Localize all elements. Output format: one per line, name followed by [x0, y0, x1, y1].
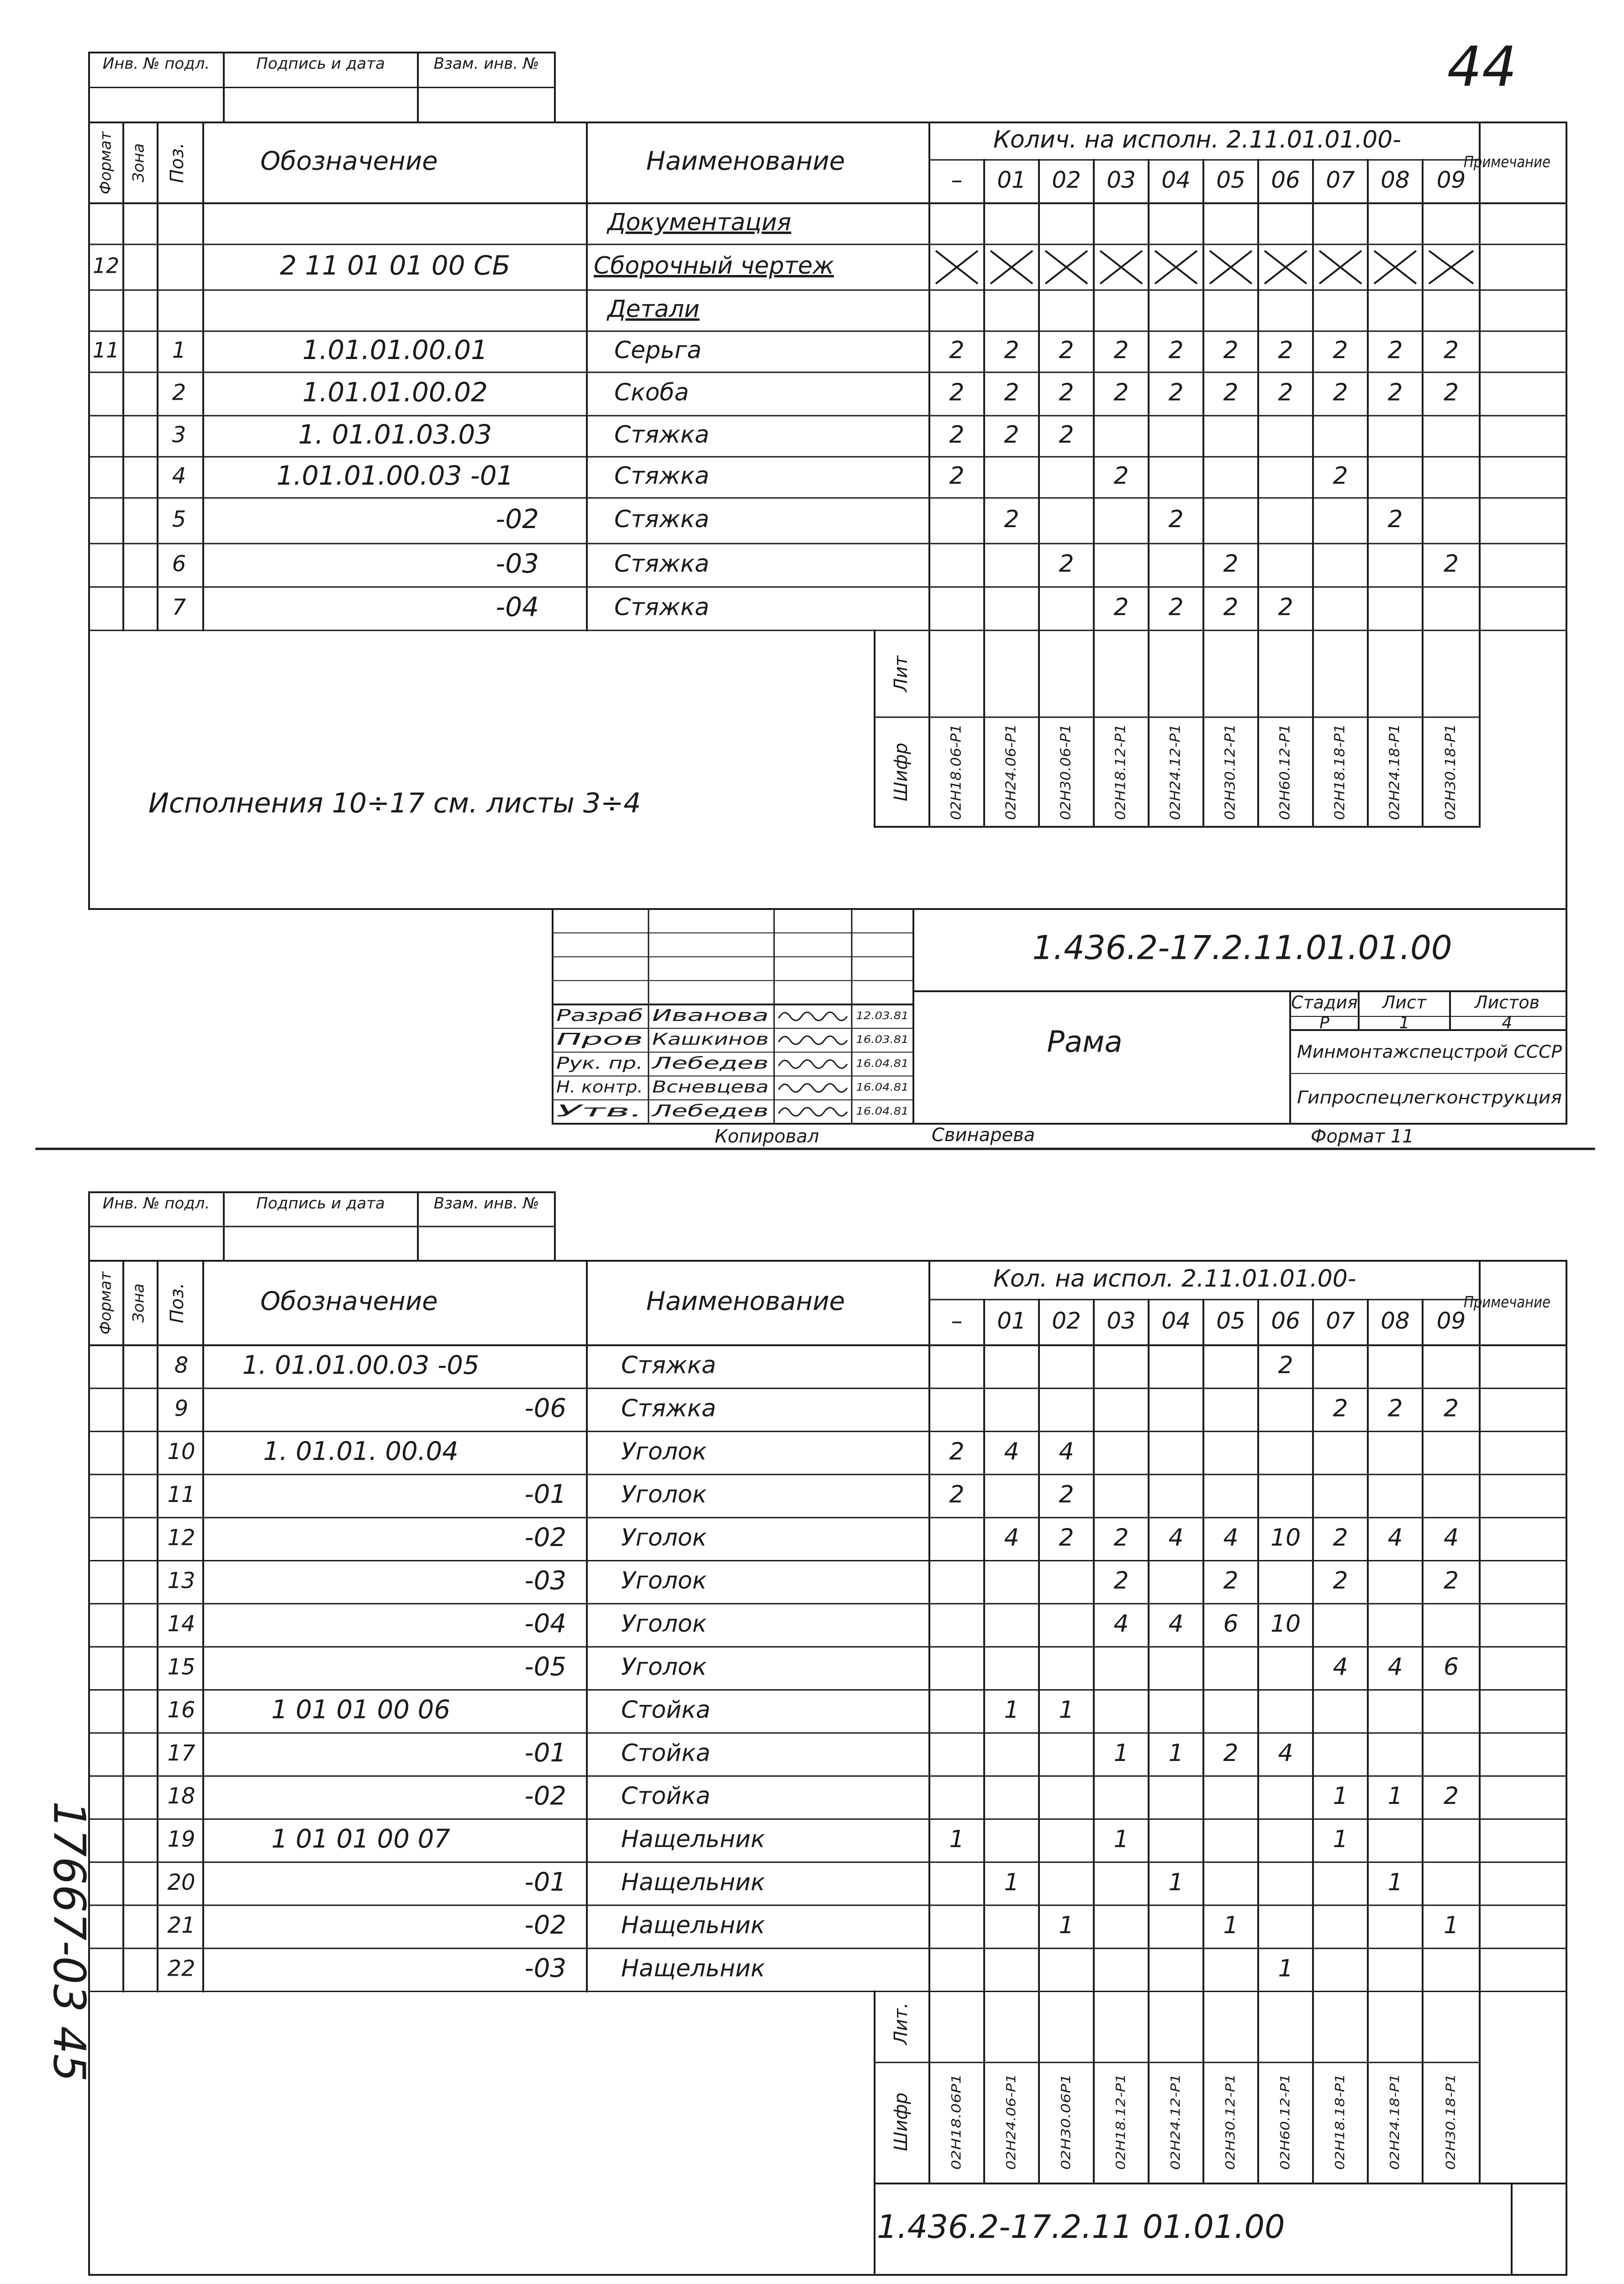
cell-format: 11 [92, 338, 120, 363]
cross-mark [1374, 251, 1416, 284]
cell-name: Скоба [614, 379, 689, 407]
header-variant: 06 [1271, 1307, 1300, 1334]
cell-name: Стяжка [614, 593, 709, 621]
org-name: Минмонтажспецстрой СССР [1297, 1042, 1562, 1062]
cell-qty: 6 [1443, 1653, 1459, 1681]
cell-qty: 2 [1059, 550, 1074, 578]
sheet-label: Лист [1382, 992, 1427, 1013]
cipher-code: 02Н60.12-Р1 [1277, 731, 1293, 820]
cipher-code: 02Н30.12-Р1 [1223, 2087, 1238, 2170]
signature [779, 1108, 847, 1116]
cell-qty: 2 [1113, 462, 1129, 490]
cell-qty: 1 [1113, 1739, 1129, 1767]
stamp-inv-label: Инв. № подл. [102, 1194, 210, 1213]
cross-mark [1429, 251, 1473, 284]
cell-name: Нащельник [621, 1955, 765, 1983]
header-zone: Зона [129, 1283, 148, 1323]
signer-role: Утв. [556, 1101, 643, 1121]
header-variant: 02 [1052, 1307, 1081, 1334]
cell-qty: 2 [1168, 593, 1184, 621]
cross-mark [1210, 251, 1252, 284]
copied-by: Свинарева [932, 1125, 1035, 1146]
cell-qty: 2 [1223, 379, 1239, 407]
cross-mark [1155, 251, 1197, 284]
cell-qty: 2 [1333, 1567, 1348, 1595]
signature [779, 1084, 847, 1092]
doc-number: 1.436.2-17.2.11 01.01.00 [877, 2208, 1285, 2246]
signed-date: 16.04.81 [856, 1058, 909, 1070]
cell-qty: 1 [1333, 1825, 1348, 1853]
stamp-signature-label: Подпись и дата [256, 1194, 385, 1213]
cell-qty: 2 [1278, 337, 1293, 364]
cell-pos: 14 [167, 1611, 195, 1637]
cell-qty: 2 [1059, 421, 1074, 449]
cross-mark [1319, 251, 1361, 284]
signature [779, 1012, 847, 1020]
cell-qty: 2 [1059, 379, 1074, 407]
cell-designation: 1.01.01.00.01 [302, 334, 488, 366]
cross-mark [991, 251, 1033, 284]
cell-pos: 17 [167, 1740, 195, 1766]
sheet-value: 1 [1399, 1014, 1410, 1032]
side-stamp: 17667-03 45 [43, 1801, 95, 2082]
cell-qty: 10 [1270, 1610, 1301, 1638]
cell-qty: 4 [1443, 1524, 1459, 1552]
cell-qty: 2 [1223, 1567, 1239, 1595]
cell-qty: 1 [1278, 1955, 1293, 1983]
page-number: 44 [1447, 35, 1517, 99]
cell-name: Стяжка [614, 550, 709, 578]
header-designation: Обозначение [260, 1286, 438, 1316]
cipher-code: 02Н24.06-Р1 [1003, 2087, 1018, 2170]
header-format: Формат [96, 131, 115, 195]
header-qty-title: Кол. на испол. 2.11.01.01.00- [993, 1265, 1356, 1293]
cell-designation: -04 [524, 1609, 566, 1639]
cipher-code: 02Н18.18-Р1 [1332, 731, 1348, 820]
cell-qty: 4 [1059, 1438, 1074, 1465]
cell-qty: 2 [1333, 462, 1348, 490]
cell-qty: 2 [1333, 1524, 1348, 1552]
cipher-code: 02Н18.18-Р1 [1332, 2087, 1347, 2170]
cipher-code: 02Н60.12-Р1 [1277, 2087, 1292, 2170]
cell-qty: 2 [1387, 506, 1403, 533]
header-variant: – [951, 167, 963, 193]
header-variant: 08 [1381, 167, 1410, 193]
signed-date: 16.04.81 [856, 1105, 909, 1117]
signer-role: Н. контр. [556, 1078, 643, 1097]
cipher-code: 02Н18.12-Р1 [1113, 2087, 1128, 2170]
header-variant: 03 [1107, 1307, 1136, 1334]
cipher-code: 02Н24.06-Р1 [1003, 731, 1019, 820]
cell-qty: 2 [1387, 1395, 1403, 1422]
lit-label: Лит. [891, 2002, 912, 2045]
header-format: Формат [96, 1271, 115, 1335]
cell-pos: 19 [167, 1826, 195, 1852]
cell-qty: 2 [1278, 593, 1293, 621]
cell-name: Стяжка [621, 1352, 716, 1380]
header-note: Примечание [1464, 153, 1550, 171]
cell-designation: 1.01.01.00.03 -01 [276, 460, 514, 492]
cell-qty: 2 [1333, 337, 1348, 364]
cipher-code: 02Н24.12-Р1 [1168, 2087, 1183, 2170]
lit-label: Лит [891, 656, 912, 692]
cell-qty: 1 [1387, 1868, 1403, 1896]
cell-name: Уголок [621, 1438, 707, 1465]
cell-pos: 9 [174, 1396, 189, 1422]
header-variant: 01 [997, 167, 1026, 193]
cipher-code: 02Н24.12-Р1 [1167, 731, 1184, 820]
org-name: Гипроспецлегконструкция [1297, 1087, 1562, 1108]
cell-qty: 1 [1004, 1696, 1019, 1724]
cross-mark [1265, 251, 1307, 284]
section-title: Документация [607, 209, 791, 236]
cipher-label: Шифр [891, 742, 912, 802]
header-qty-title: Колич. на исполн. 2.11.01.01.00- [993, 126, 1402, 153]
cell-qty: 2 [1333, 1395, 1348, 1422]
cell-pos: 8 [174, 1353, 189, 1379]
doc-number: 1.436.2-17.2.11.01.01.00 [1032, 928, 1452, 967]
cell-qty: 2 [1113, 1524, 1129, 1552]
cell-qty: 1 [949, 1825, 965, 1853]
cell-qty: 2 [949, 1438, 965, 1465]
cell-qty: 2 [1059, 337, 1074, 364]
cell-name: Нащельник [621, 1825, 765, 1853]
cell-format: 12 [92, 253, 120, 278]
header-variant: 09 [1436, 1307, 1466, 1334]
cell-qty: 1 [1168, 1739, 1184, 1767]
signer-role: Рук. пр. [556, 1054, 643, 1073]
header-zone: Зона [129, 143, 148, 183]
cell-qty: 2 [1168, 337, 1184, 364]
header-variant: 04 [1161, 167, 1191, 193]
cell-qty: 4 [1113, 1610, 1129, 1638]
cell-designation: -01 [524, 1738, 566, 1768]
cell-qty: 2 [1387, 337, 1403, 364]
cell-qty: 1 [1004, 1868, 1019, 1896]
cell-pos: 12 [167, 1525, 195, 1551]
sheets-value: 4 [1502, 1014, 1513, 1032]
header-variant: 07 [1326, 167, 1355, 193]
cell-name: Стяжка [614, 421, 709, 449]
cipher-code: 02Н18.06-Р1 [948, 731, 965, 820]
cell-designation: 1 01 01 00 07 [271, 1824, 450, 1854]
cell-qty: 2 [1443, 1782, 1459, 1810]
cross-mark [1100, 251, 1142, 284]
cell-qty: 2 [1113, 379, 1129, 407]
cell-qty: 4 [1004, 1524, 1019, 1552]
cell-pos: 3 [172, 422, 186, 448]
cell-pos: 5 [172, 507, 186, 532]
cross-mark [936, 251, 978, 284]
cell-qty: 4 [1168, 1610, 1184, 1638]
cell-qty: 2 [1443, 550, 1459, 578]
cell-designation: 1. 01.01. 00.04 [263, 1436, 459, 1466]
header-name: Наименование [646, 1286, 845, 1316]
header-pos: Поз. [167, 143, 188, 183]
cell-qty: 1 [1387, 1782, 1403, 1810]
cell-qty: 4 [1333, 1653, 1348, 1681]
stamp-replace-label: Взам. инв. № [433, 54, 539, 73]
cell-qty: 2 [1387, 379, 1403, 407]
cell-qty: 2 [1443, 337, 1459, 364]
cipher-code: 02Н30.12-Р1 [1222, 731, 1239, 820]
cell-designation: -02 [496, 503, 539, 535]
header-variant: 06 [1271, 167, 1300, 193]
cell-qty: 2 [1113, 337, 1129, 364]
cell-qty: 1 [1059, 1696, 1074, 1724]
cipher-code: 02Н30.18-Р1 [1443, 731, 1459, 820]
header-variant: 05 [1216, 1307, 1245, 1334]
cell-name: Нащельник [621, 1868, 765, 1896]
header-variant: 07 [1326, 1307, 1355, 1334]
cell-qty: 2 [1443, 1567, 1459, 1595]
signer-name: Лебедев [650, 1054, 769, 1073]
cell-pos: 10 [167, 1438, 195, 1465]
cell-pos: 6 [172, 551, 186, 577]
cell-qty: 2 [1443, 1395, 1459, 1422]
stamp-replace-label: Взам. инв. № [433, 1194, 539, 1213]
cell-name: Уголок [621, 1653, 707, 1681]
cell-name: Уголок [621, 1481, 707, 1509]
cell-designation: -03 [524, 1565, 566, 1596]
cell-pos: 11 [167, 1482, 195, 1508]
cell-designation: 1. 01.01.03.03 [298, 419, 492, 450]
cell-designation: 2 11 01 01 00 СБ [279, 250, 511, 281]
cell-qty: 1 [1443, 1912, 1459, 1940]
format-label: Формат 11 [1311, 1126, 1414, 1147]
cell-pos: 13 [167, 1568, 195, 1594]
cell-qty: 4 [1223, 1524, 1239, 1552]
cell-name: Стяжка [621, 1395, 716, 1422]
header-variant: 03 [1107, 167, 1136, 193]
cell-qty: 2 [949, 337, 965, 364]
cell-designation: -02 [524, 1910, 566, 1940]
header-variant: 05 [1216, 167, 1245, 193]
cell-qty: 2 [949, 421, 965, 449]
stage-label: Стадия [1291, 992, 1358, 1013]
cell-qty: 2 [1223, 337, 1239, 364]
cell-designation: -02 [524, 1523, 566, 1553]
cell-pos: 2 [172, 380, 186, 406]
cell-qty: 1 [1168, 1868, 1184, 1896]
stamp-signature-label: Подпись и дата [256, 54, 385, 73]
cell-qty: 2 [1223, 550, 1239, 578]
stamp-inv-label: Инв. № подл. [102, 54, 210, 73]
header-variant: – [951, 1307, 963, 1334]
signer-name: Лебедев [650, 1101, 769, 1121]
cell-name: Нащельник [621, 1912, 765, 1940]
cross-mark [1045, 251, 1087, 284]
cell-qty: 2 [1333, 379, 1348, 407]
header-pos: Поз. [167, 1283, 188, 1323]
cell-name: Стяжка [614, 462, 709, 490]
cell-qty: 2 [949, 1481, 965, 1509]
cell-designation: 1. 01.01.00.03 -05 [242, 1350, 480, 1380]
note-text: Исполнения 10÷17 см. листы 3÷4 [148, 787, 641, 819]
cell-qty: 4 [1168, 1524, 1184, 1552]
cell-designation: -06 [524, 1393, 566, 1423]
cell-qty: 2 [1223, 593, 1239, 621]
cell-pos: 7 [172, 594, 186, 620]
cell-qty: 2 [1113, 1567, 1129, 1595]
cipher-label: Шифр [891, 2092, 912, 2152]
cell-name: Стойка [621, 1696, 711, 1724]
cell-name: Стойка [621, 1782, 711, 1810]
cell-qty: 2 [1059, 1481, 1074, 1509]
header-name: Наименование [646, 146, 845, 176]
stage-value: Р [1319, 1014, 1329, 1032]
section-title: Детали [607, 296, 700, 323]
cell-pos: 4 [172, 463, 186, 489]
signer-role: Пров [556, 1030, 643, 1049]
cell-designation: -01 [524, 1480, 566, 1510]
cell-qty: 2 [1223, 1739, 1239, 1767]
cell-qty: 2 [1004, 379, 1019, 407]
cipher-code: 02Н24.18-Р1 [1387, 2087, 1402, 2170]
cell-qty: 1 [1059, 1912, 1074, 1940]
signer-name: Иванова [652, 1006, 769, 1025]
header-note: Примечание [1464, 1293, 1550, 1311]
header-variant: 09 [1436, 167, 1466, 193]
copied-label: Копировал [715, 1126, 819, 1147]
cell-qty: 2 [1004, 337, 1019, 364]
signer-name: Кашкинов [652, 1030, 769, 1049]
signer-role: Разраб [556, 1006, 643, 1025]
cell-designation: 1.01.01.00.02 [302, 376, 488, 408]
cell-qty: 2 [1113, 593, 1129, 621]
header-variant: 01 [997, 1307, 1026, 1334]
cell-pos: 21 [167, 1913, 195, 1939]
cipher-code: 02Н30.06Р1 [1058, 2091, 1073, 2170]
cipher-code: 02Н18.12-Р1 [1113, 731, 1129, 820]
cell-designation: -02 [524, 1781, 566, 1811]
cell-qty: 4 [1387, 1524, 1403, 1552]
signed-date: 16.03.81 [856, 1034, 909, 1046]
cell-designation: -03 [496, 548, 539, 579]
cell-qty: 6 [1223, 1610, 1239, 1638]
header-variant: 02 [1052, 167, 1081, 193]
signed-date: 12.03.81 [856, 1010, 909, 1022]
header-designation: Обозначение [260, 146, 438, 176]
cell-name: Стяжка [614, 506, 709, 533]
cell-qty: 4 [1387, 1653, 1403, 1681]
cell-qty: 1 [1333, 1782, 1348, 1810]
cell-pos: 15 [167, 1654, 195, 1680]
cell-qty: 1 [1113, 1825, 1129, 1853]
cell-qty: 2 [1168, 506, 1184, 533]
cell-designation: 1 01 01 00 06 [271, 1695, 450, 1725]
cell-qty: 2 [949, 379, 965, 407]
cell-qty: 2 [949, 462, 965, 490]
header-variant: 08 [1381, 1307, 1410, 1334]
cell-qty: 2 [1004, 421, 1019, 449]
cell-name: Сборочный чертеж [594, 252, 834, 280]
cell-designation: -04 [496, 591, 539, 623]
doc-name: Рама [1047, 1025, 1123, 1059]
signature [779, 1060, 847, 1068]
cell-qty: 2 [1059, 1524, 1074, 1552]
cipher-code: 02Н30.18-Р1 [1443, 2087, 1458, 2170]
cell-pos: 20 [167, 1869, 195, 1895]
cell-name: Уголок [621, 1567, 707, 1595]
cell-qty: 4 [1004, 1438, 1019, 1465]
cipher-code: 02Н24.18-Р1 [1387, 731, 1403, 820]
cell-pos: 1 [172, 338, 186, 363]
signed-date: 16.04.81 [856, 1082, 909, 1094]
cell-name: Стойка [621, 1739, 711, 1767]
cell-qty: 4 [1278, 1739, 1293, 1767]
cell-qty: 2 [1443, 379, 1459, 407]
cell-qty: 2 [1278, 1352, 1293, 1380]
signer-name: Всневцева [652, 1078, 769, 1097]
cell-designation: -03 [524, 1953, 566, 1983]
cell-designation: -01 [524, 1867, 566, 1897]
header-variant: 04 [1161, 1307, 1191, 1334]
cell-name: Уголок [621, 1524, 707, 1552]
cell-designation: -05 [524, 1652, 566, 1682]
sheets-label: Листов [1475, 992, 1540, 1013]
cell-name: Уголок [621, 1610, 707, 1638]
cell-qty: 1 [1223, 1912, 1239, 1940]
cell-pos: 22 [167, 1956, 195, 1982]
cell-name: Серьга [614, 337, 702, 364]
signature [779, 1036, 847, 1044]
cipher-code: 02Н30.06-Р1 [1058, 731, 1074, 820]
cell-qty: 2 [1168, 379, 1184, 407]
cell-qty: 2 [1278, 379, 1293, 407]
cell-pos: 16 [167, 1697, 195, 1723]
cell-pos: 18 [167, 1783, 195, 1809]
cell-qty: 10 [1270, 1524, 1301, 1552]
cipher-code: 02Н18.06Р1 [949, 2091, 964, 2170]
cell-qty: 2 [1004, 506, 1019, 533]
